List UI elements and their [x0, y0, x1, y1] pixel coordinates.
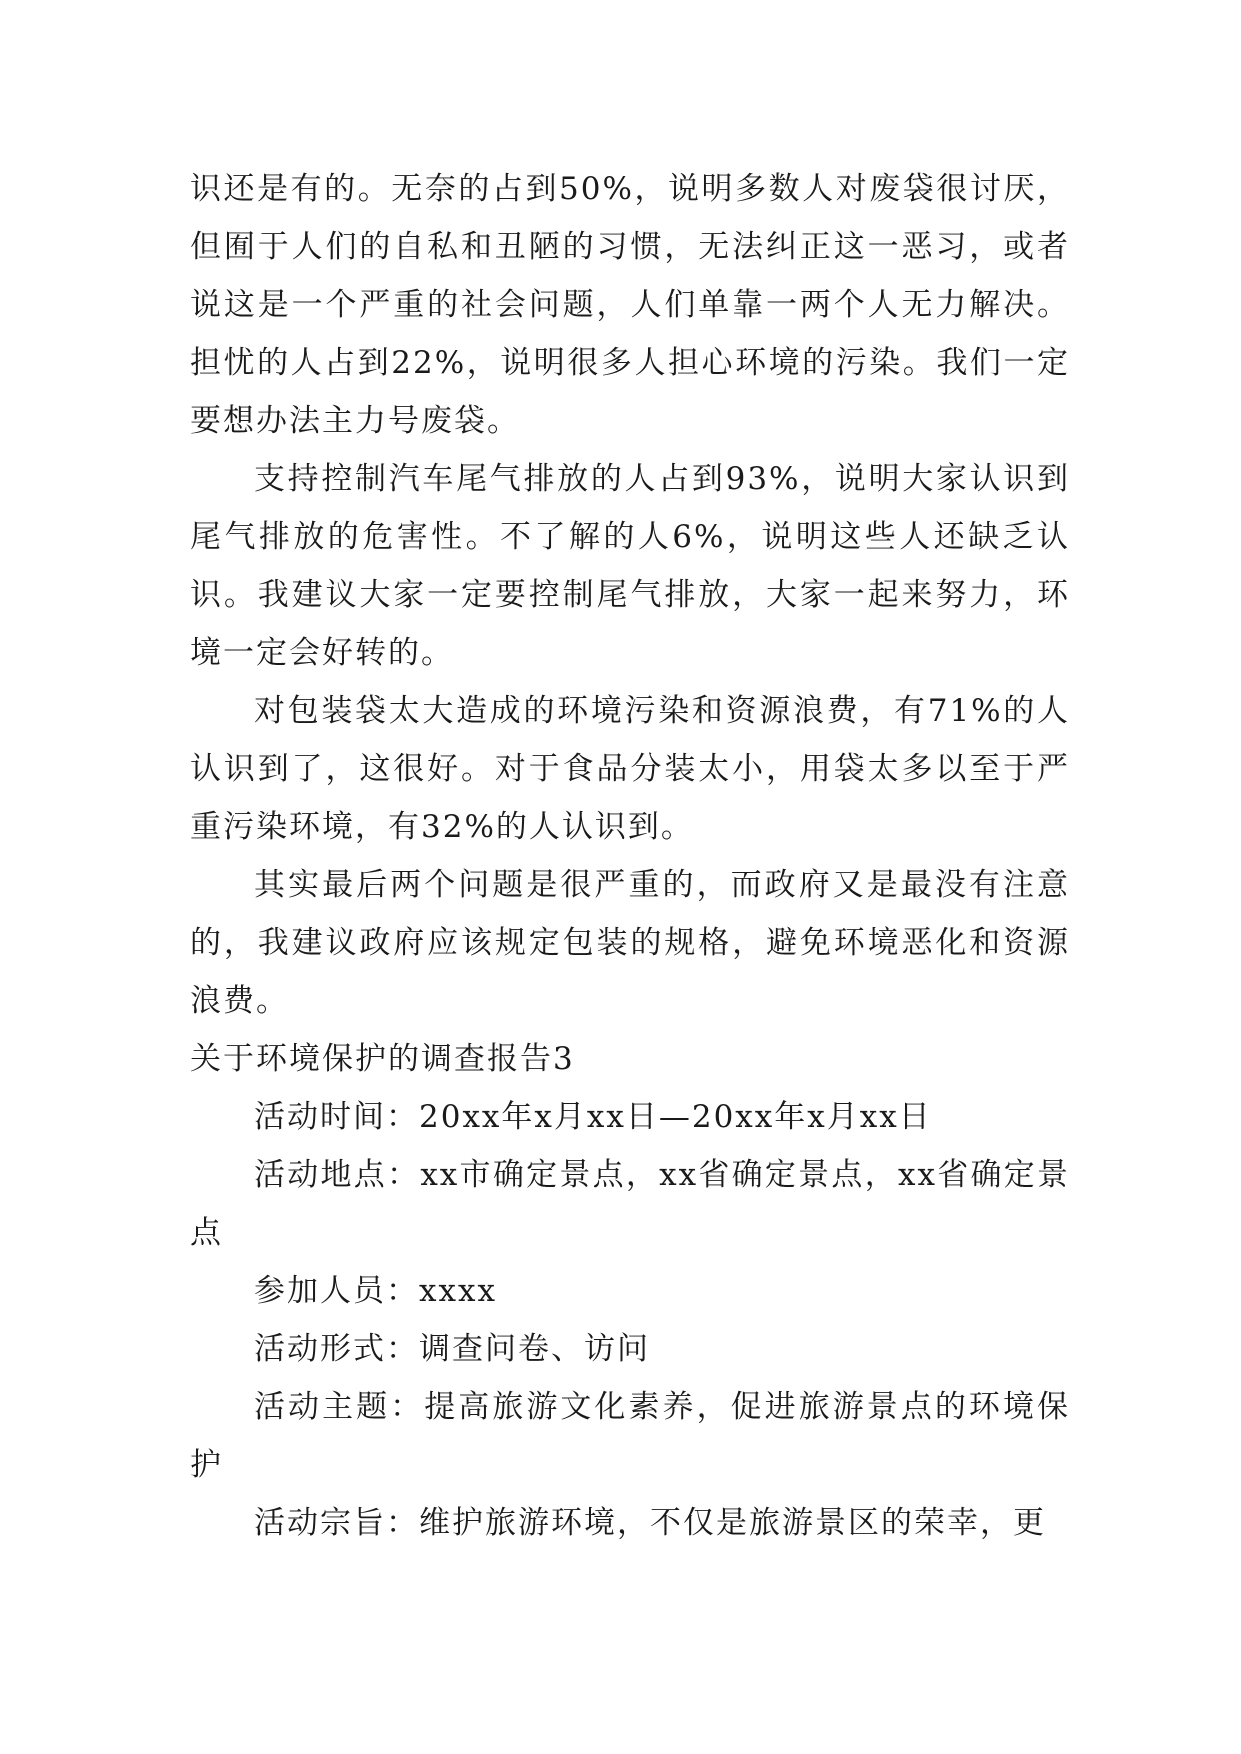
paragraph-vehicle-exhaust: 支持控制汽车尾气排放的人占到93%，说明大家认识到尾气排放的危害性。不了解的人6%，说明这些人还缺乏认识。我建议大家一定要控制尾气排放，大家一起来努力，环境一定会好转的。 — [190, 461, 1070, 671]
activity-theme: 活动主题：提高旅游文化素养，促进旅游景点的环境保护 — [190, 1389, 1070, 1483]
paragraph-government-suggestion: 其实最后两个问题是很严重的，而政府又是最没有注意的，我建议政府应该规定包装的规格，避免环境恶化和资源浪费。 — [190, 867, 1070, 1019]
activity-participants: 参加人员：xxxx — [254, 1273, 497, 1309]
activity-purpose: 活动宗旨：维护旅游环境，不仅是旅游景区的荣幸，更 — [254, 1505, 1046, 1541]
section-heading-report-3: 关于环境保护的调查报告3 — [190, 1041, 575, 1077]
activity-time: 活动时间：20xx年x月xx日—20xx年x月xx日 — [254, 1099, 932, 1135]
document-body — [190, 160, 1070, 1552]
paragraph-packaging-waste: 对包装袋太大造成的环境污染和资源浪费，有71%的人认识到了，这很好。对于食品分装太小，用袋太多以至于严重污染环境，有32%的人认识到。 — [190, 693, 1070, 845]
activity-location: 活动地点：xx市确定景点，xx省确定景点，xx省确定景点 — [190, 1157, 1070, 1251]
activity-format: 活动形式：调查问卷、访问 — [254, 1331, 650, 1367]
paragraph-plastic-bag-attitudes: 识还是有的。无奈的占到50%，说明多数人对废袋很讨厌，但囿于人们的自私和丑陋的习惯，无法纠正这一恶习，或者说这是一个严重的社会问题，人们单靠一两个人无力解决。担忧的人占到22%，说明很多人担心环境的污染。我们一定要想办法主力号废袋。 — [190, 171, 1070, 439]
